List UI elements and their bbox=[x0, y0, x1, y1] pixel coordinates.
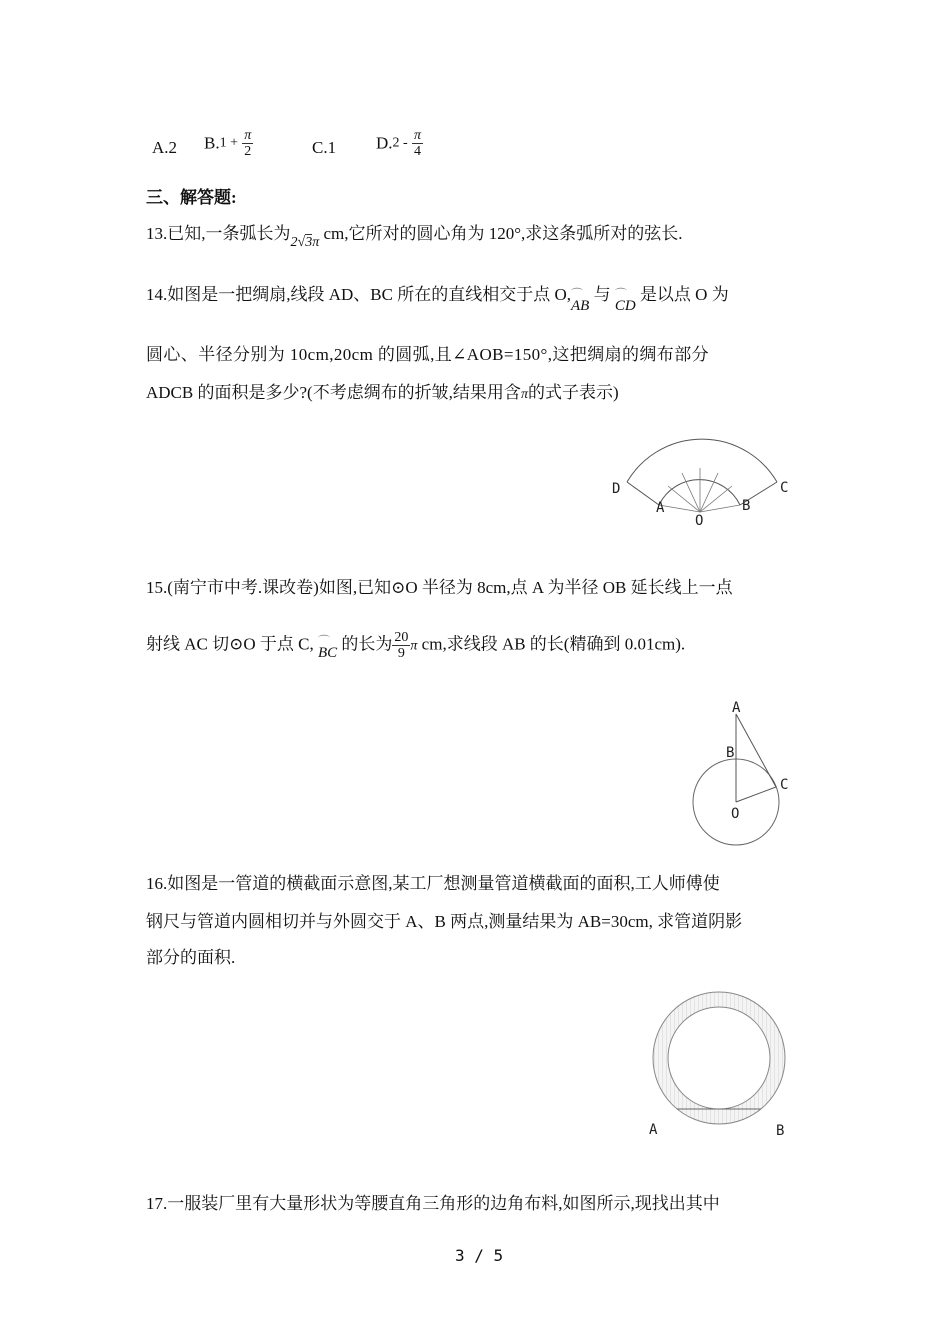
q14-arc-ab: ⌒ AB bbox=[571, 298, 589, 314]
option-d-fraction bbox=[412, 128, 423, 159]
fan-segment-da bbox=[627, 482, 659, 505]
label-b: B bbox=[776, 1123, 785, 1139]
question-13 bbox=[146, 224, 683, 250]
q13-coef: 2 bbox=[290, 235, 298, 250]
option-d bbox=[376, 128, 423, 159]
q15-line2-mid: 的长为 bbox=[341, 634, 393, 654]
question-15-line-1: 15.(南宁市中考.课改卷)如图,已知⊙O 半径为 8cm,点 A 为半径 OB 延长线上一点 bbox=[146, 578, 733, 597]
fan-outer-arc bbox=[627, 439, 777, 482]
option-b-denominator: 2 bbox=[244, 144, 252, 159]
label-a: A bbox=[649, 1122, 658, 1138]
q14-line3-pre: ADCB 的面积是多少?(不考虑绸布的折皱,结果用含 bbox=[146, 383, 521, 402]
fan-label-b: B bbox=[742, 498, 751, 514]
section-title: 三、解答题: bbox=[146, 188, 237, 207]
fan-figure bbox=[600, 420, 800, 532]
q15-line2-pre: 射线 AC 切⊙O 于点 C, bbox=[146, 634, 314, 654]
option-b-fraction bbox=[242, 128, 253, 159]
q14-pi: π bbox=[520, 387, 528, 402]
q15-pi: π bbox=[410, 638, 418, 654]
option-d-numerator: π bbox=[413, 128, 421, 143]
label-o: O bbox=[731, 806, 740, 822]
option-d-label: D. bbox=[376, 133, 393, 153]
q13-pi: π bbox=[312, 235, 320, 250]
fan-label-o: O bbox=[695, 513, 704, 529]
question-16-line-3: 部分的面积. bbox=[146, 948, 236, 967]
option-c: C.1 bbox=[312, 138, 337, 157]
q13-arc-length: 2√3π bbox=[290, 235, 320, 250]
q15-fraction bbox=[392, 630, 410, 661]
fan-label-a: A bbox=[656, 500, 665, 516]
option-a: A.2 bbox=[152, 138, 178, 157]
question-16-line-1: 16.如图是一管道的横截面示意图,某工厂想测量管道横截面的面积,工人师傅使 bbox=[146, 874, 720, 893]
option-b bbox=[204, 128, 253, 159]
option-b-label: B. bbox=[204, 133, 220, 153]
fan-inner-arc bbox=[659, 480, 740, 505]
question-14-line-2: 圆心、半径分别为 10cm,20cm 的圆弧,且∠AOB=150°,这把绸扇的绸布部分 bbox=[146, 345, 710, 364]
q14-line3-post: 的式子表示) bbox=[527, 383, 619, 402]
label-a: A bbox=[732, 700, 741, 716]
q15-numerator: 20 bbox=[394, 630, 409, 645]
segment-ac bbox=[736, 714, 776, 787]
label-c: C bbox=[780, 777, 789, 793]
circle-tangent-figure bbox=[680, 692, 800, 852]
fan-label-d: D bbox=[612, 481, 621, 497]
option-b-int: 1 + bbox=[219, 135, 238, 151]
q13-text-pre: 13.已知,一条弧长为 bbox=[146, 224, 291, 243]
inner-circle bbox=[668, 1007, 770, 1109]
q13-radicand: 3 bbox=[305, 235, 313, 250]
segment-oc bbox=[736, 787, 776, 802]
question-14-line-1 bbox=[146, 285, 729, 314]
question-14-line-3 bbox=[146, 383, 619, 405]
q15-arc-bc: ⌒ BC bbox=[318, 645, 337, 661]
q14-line1-pre: 14.如图是一把绸扇,线段 AD、BC 所在的直线相交于点 O, bbox=[146, 285, 572, 304]
q13-text-post: cm,它所对的圆心角为 120°,求这条弧所对的弦长. bbox=[323, 224, 683, 243]
q15-line2-post: cm,求线段 AB 的长(精确到 0.01cm). bbox=[421, 634, 686, 654]
label-b: B bbox=[726, 745, 735, 761]
question-15-line-2 bbox=[146, 630, 685, 661]
question-16-line-2: 钢尺与管道内圆相切并与外圆交于 A、B 两点,测量结果为 AB=30cm, 求管道阴影 bbox=[146, 912, 743, 931]
option-d-int: 2 - bbox=[392, 135, 408, 151]
question-17-line-1: 17.一服装厂里有大量形状为等腰直角三角形的边角布料,如图所示,现找出其中 bbox=[146, 1194, 720, 1213]
q14-arc-cd: ⌒ CD bbox=[615, 298, 636, 314]
pipe-cross-section-figure bbox=[630, 985, 810, 1145]
q14-mid: 与 bbox=[593, 285, 611, 304]
q15-denominator: 9 bbox=[397, 646, 405, 661]
fan-label-c: C bbox=[780, 480, 789, 496]
option-b-numerator: π bbox=[244, 128, 252, 143]
option-d-denominator: 4 bbox=[413, 144, 421, 159]
page-number: 3 / 5 bbox=[455, 1246, 504, 1265]
q14-line1-post: 是以点 O 为 bbox=[639, 285, 729, 304]
